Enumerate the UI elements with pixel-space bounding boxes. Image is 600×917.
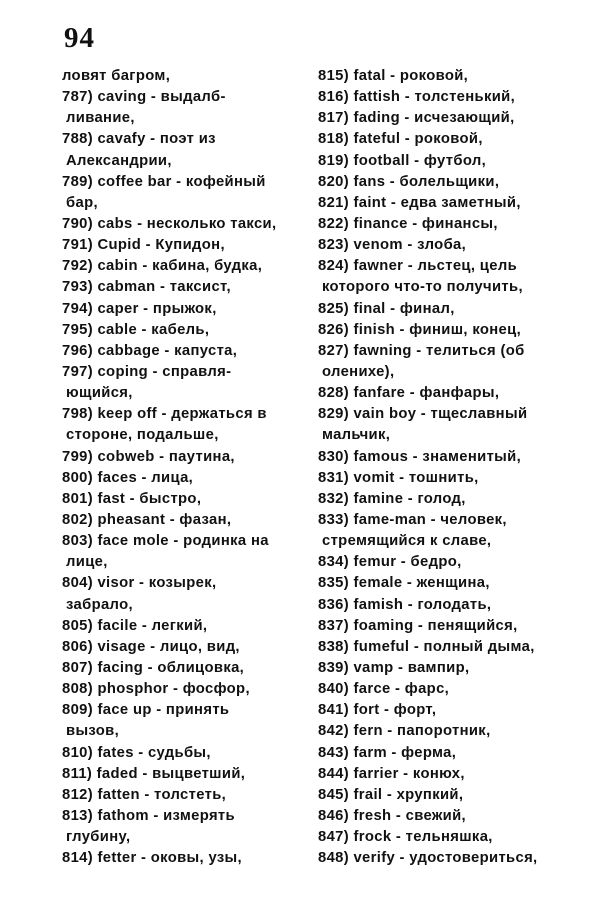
text-line: 828) fanfare - фанфары, [318, 385, 500, 402]
text-line: мальчик, [322, 427, 391, 444]
text-line: 789) coffee bar - кофейный [62, 173, 266, 190]
text-line: 827) fawning - телиться (об [318, 342, 525, 359]
text-line: бар, [66, 194, 98, 211]
text-line: 799) cobweb - паутина, [62, 448, 235, 465]
text-line: 821) faint - едва заметный, [318, 194, 521, 211]
text-line: 831) vomit - тошнить, [318, 469, 479, 486]
text-line: 793) cabman - таксист, [62, 279, 231, 296]
text-line: 805) facile - легкий, [62, 617, 208, 634]
text-line: стороне, подальше, [66, 427, 219, 444]
text-line: 797) coping - справля- [62, 363, 232, 380]
text-line: вызов, [66, 723, 120, 740]
text-line: ющийся, [66, 385, 133, 402]
text-line: 787) caving - выдалб- [62, 89, 226, 106]
text-line: 829) vain boy - тщеславный [318, 406, 528, 423]
text-line: 819) football - футбол, [318, 152, 487, 169]
text-line: 801) fast - быстро, [62, 490, 202, 507]
text-line: 794) caper - прыжок, [62, 300, 217, 317]
text-line: которого что-то получить, [322, 279, 523, 296]
text-line: 830) famous - знаменитый, [318, 448, 522, 465]
text-line: 808) phosphor - фосфор, [62, 681, 250, 698]
left-column [62, 66, 294, 869]
text-line: 823) venom - злоба, [318, 237, 467, 254]
text-line: стремящийся к славе, [322, 533, 492, 550]
text-line: 816) fattish - толстенький, [318, 89, 516, 106]
text-line: 806) visage - лицо, вид, [62, 638, 240, 655]
text-line: 846) fresh - свежий, [318, 807, 467, 824]
text-line: 835) female - женщина, [318, 575, 490, 592]
text-line: 845) frail - хрупкий, [318, 786, 464, 803]
page-number: 94 [64, 22, 95, 54]
text-line: 803) face mole - родинка на [62, 533, 269, 550]
text-line: оленихе), [322, 363, 395, 380]
text-line: забрало, [66, 596, 133, 613]
text-line: 834) femur - бедро, [318, 554, 462, 571]
text-line: 832) famine - голод, [318, 490, 466, 507]
text-line: 811) faded - выцветший, [62, 765, 246, 782]
text-line: 844) farrier - конюх, [318, 765, 465, 782]
text-line: 837) foaming - пенящийся, [318, 617, 518, 634]
text-line: 833) fame-man - человек, [318, 511, 507, 528]
text-line: 798) keep off - держаться в [62, 406, 267, 423]
text-line: 788) cavafy - поэт из [62, 131, 216, 148]
text-line: 790) cabs - несколько такси, [62, 215, 277, 232]
text-line: 836) famish - голодать, [318, 596, 492, 613]
text-line: 843) farm - ферма, [318, 744, 457, 761]
text-line: 809) face up - принять [62, 702, 230, 719]
text-line: глубину, [66, 829, 131, 846]
text-line: 847) frock - тельняшка, [318, 829, 493, 846]
text-line: 796) cabbage - капуста, [62, 342, 238, 359]
text-line: ливание, [66, 110, 135, 127]
text-line: 841) fort - форт, [318, 702, 437, 719]
text-line: 839) vamp - вампир, [318, 659, 470, 676]
text-line: Александрии, [66, 152, 172, 169]
text-line: 825) final - финал, [318, 300, 455, 317]
text-line: 826) finish - финиш, конец, [318, 321, 522, 338]
text-line: 817) fading - исчезающий, [318, 110, 515, 127]
text-line: 840) farce - фарс, [318, 681, 450, 698]
text-line: 815) fatal - роковой, [318, 68, 469, 84]
text-line: 795) cable - кабель, [62, 321, 210, 338]
text-line: 791) Cupid - Купидон, [62, 237, 225, 254]
text-line: 838) fumeful - полный дыма, [318, 638, 535, 655]
text-line: 814) fetter - оковы, узы, [62, 850, 243, 867]
text-line: 804) visor - козырек, [62, 575, 217, 592]
text-line: 818) fateful - роковой, [318, 131, 483, 148]
text-line: лице, [66, 554, 108, 571]
text-line: 824) fawner - льстец, цель [318, 258, 518, 275]
right-column [318, 66, 588, 869]
text-line: 848) verify - удостовериться, [318, 850, 538, 867]
text-line: 820) fans - болельщики, [318, 173, 500, 190]
text-line: 813) fathom - измерять [62, 807, 235, 824]
text-line: 807) facing - облицовка, [62, 659, 245, 676]
text-line: 792) cabin - кабина, будка, [62, 258, 263, 275]
text-line: ловят багром, [62, 68, 171, 84]
text-line: 812) fatten - толстеть, [62, 786, 227, 803]
text-line: 842) fern - папоротник, [318, 723, 491, 740]
text-line: 822) finance - финансы, [318, 215, 498, 232]
text-line: 802) pheasant - фазан, [62, 511, 232, 528]
text-line: 800) faces - лица, [62, 469, 194, 486]
text-line: 810) fates - судьбы, [62, 744, 211, 761]
